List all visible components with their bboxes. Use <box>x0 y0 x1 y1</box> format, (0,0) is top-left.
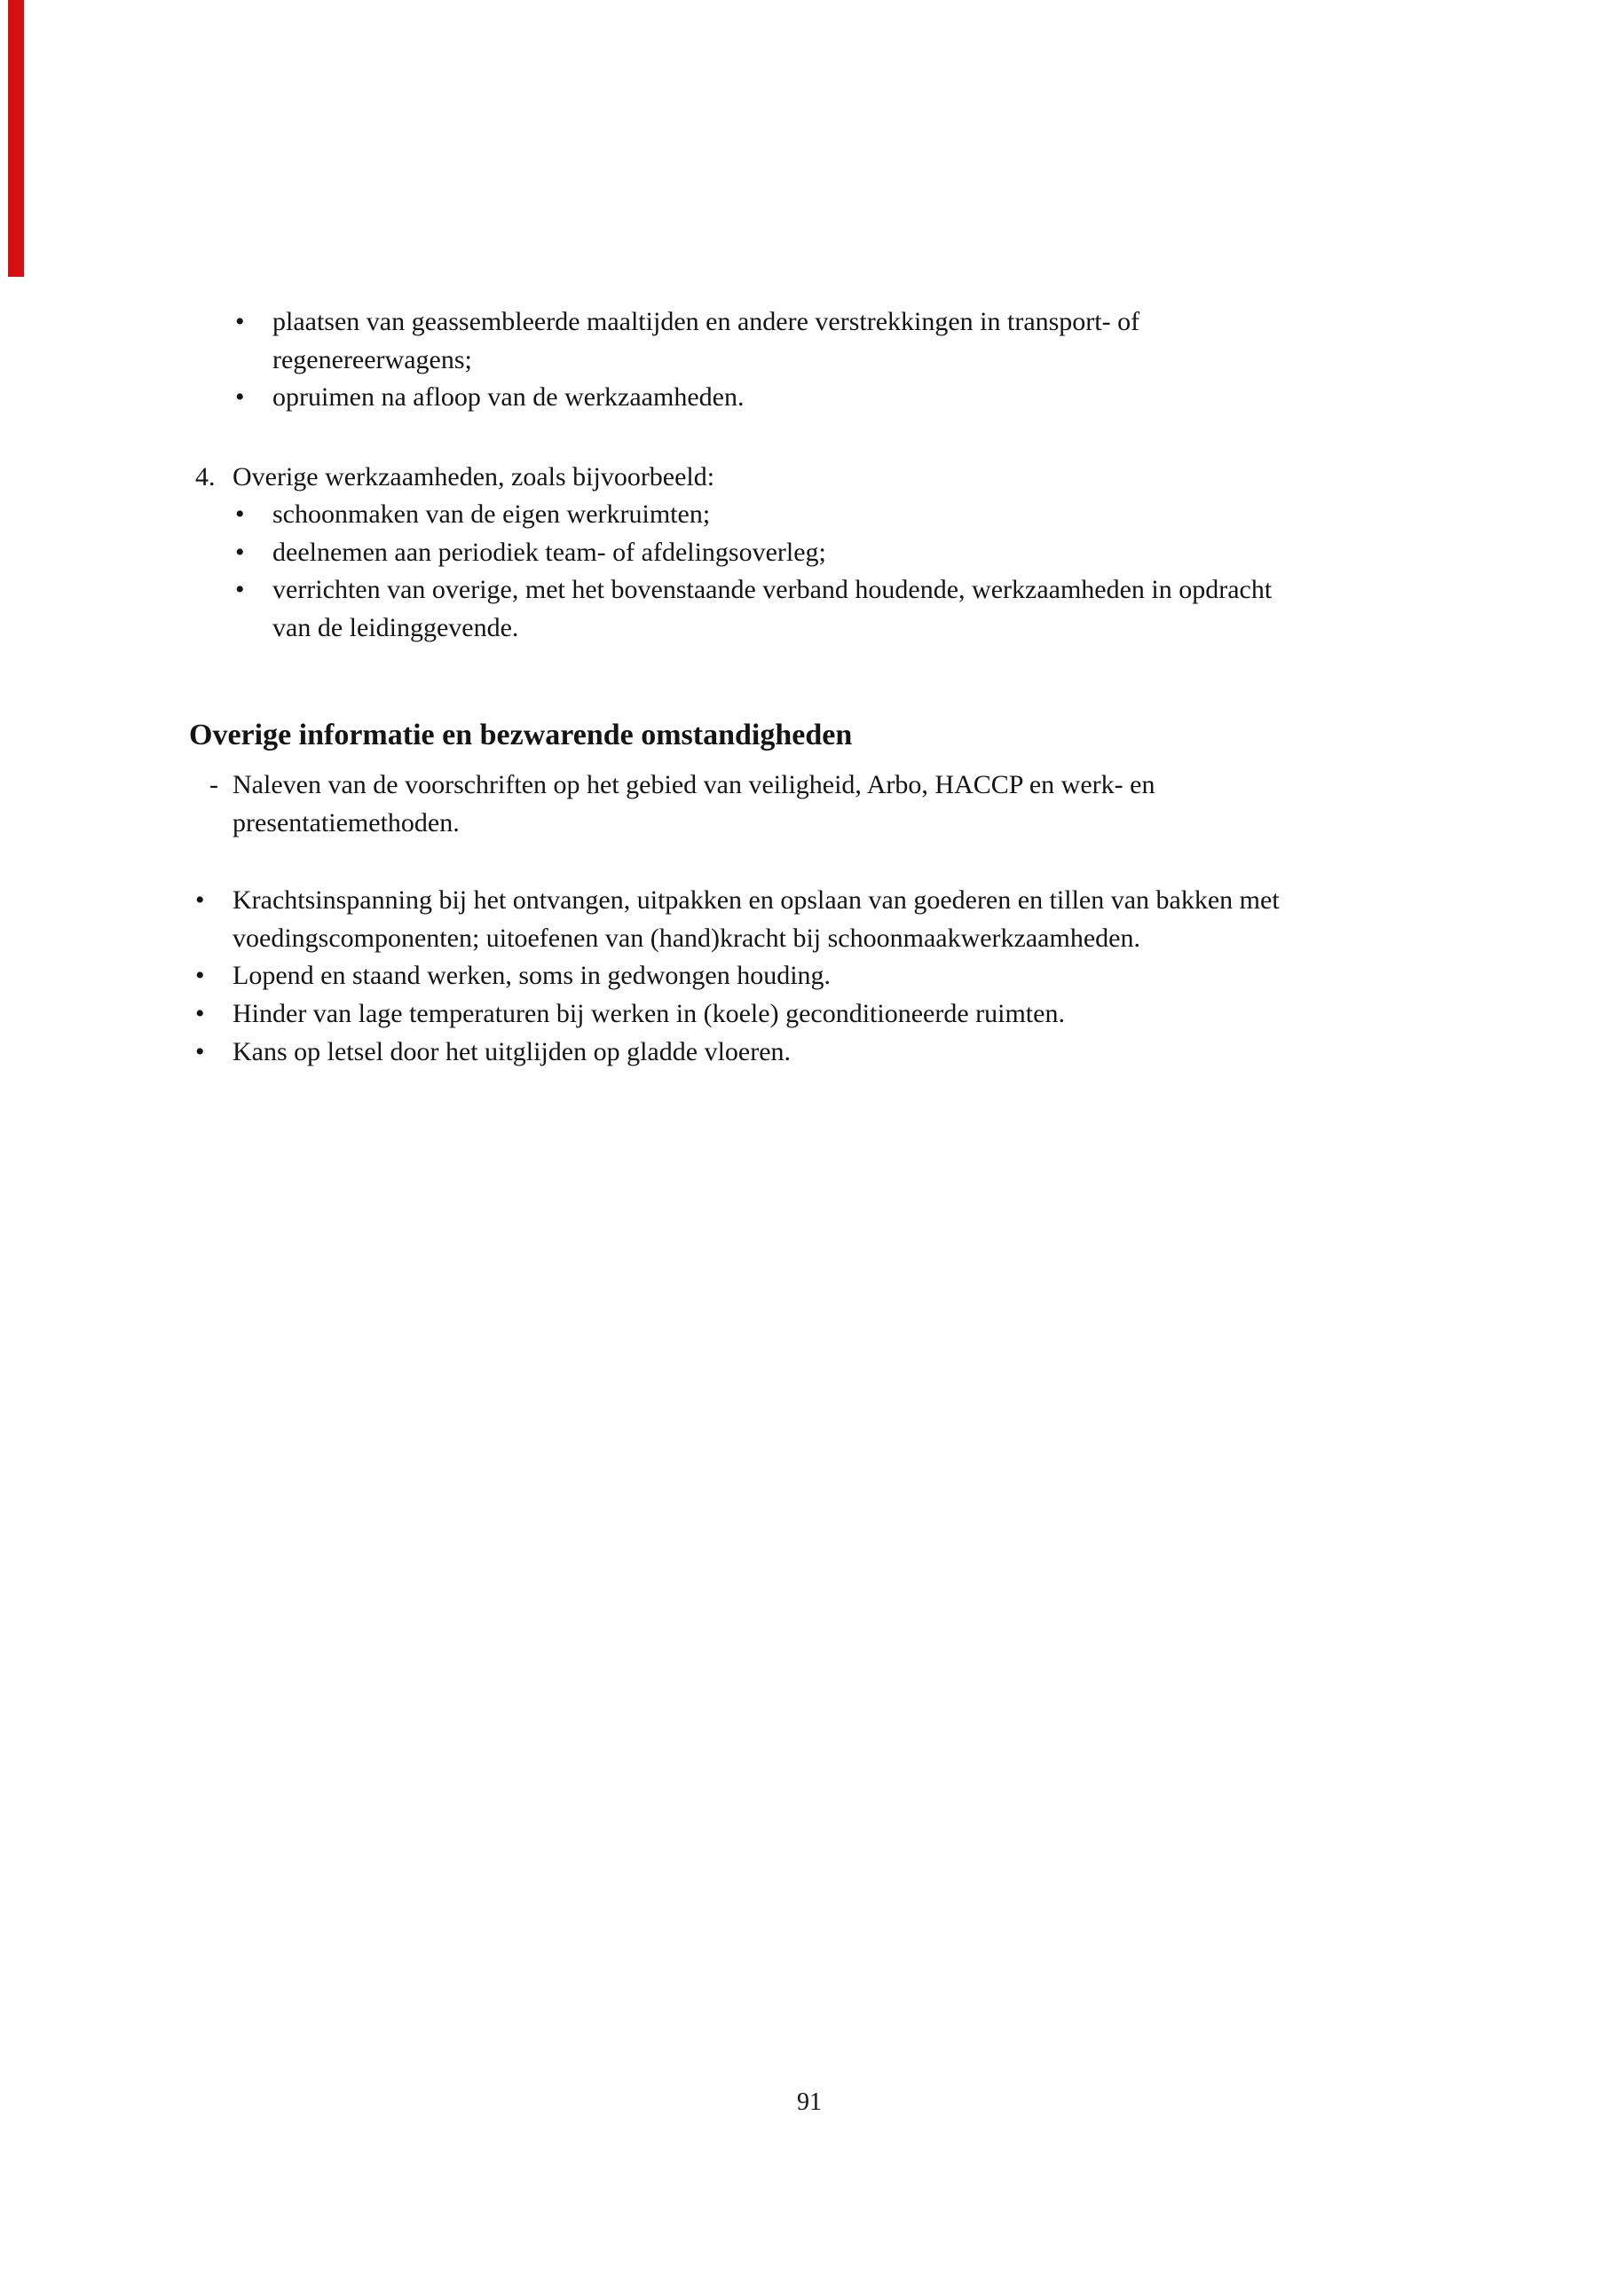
text-line: Naleven van de voorschriften op het gebied van veiligheid, Arbo, HACCP en werk- en <box>233 770 1155 799</box>
list-item <box>235 533 826 571</box>
text-line: regenereerwagens; <box>272 345 472 374</box>
bullet-icon: • <box>235 499 245 529</box>
red-edge-scan-mark <box>8 0 24 277</box>
bullet-icon: • <box>235 382 245 412</box>
text-line: deelnemen aan periodiek team- of afdelingsoverleg; <box>272 538 826 567</box>
text-line: presentatiemethoden. <box>233 808 460 837</box>
text-line: schoonmaken van de eigen werkruimten; <box>272 499 711 529</box>
bullet-icon: • <box>195 961 205 990</box>
bullet-icon: • <box>195 999 205 1028</box>
text-line: verrichten van overige, met het bovenstaande verband houdende, werkzaamheden in opdracht <box>272 575 1273 604</box>
list-item <box>235 303 1140 379</box>
numbered-item <box>195 458 715 496</box>
text-line: Overige werkzaamheden, zoals bijvoorbeeld: <box>233 462 715 491</box>
list-item <box>195 995 1065 1033</box>
text-line: opruimen na afloop van de werkzaamheden. <box>272 382 745 412</box>
bullet-icon: • <box>195 885 205 915</box>
section-heading: Overige informatie en bezwarende omstandigheden <box>189 719 853 751</box>
list-item <box>209 766 1155 842</box>
text-line: voedingscomponenten; uitoefenen van (hand)kracht bij schoonmaakwerkzaamheden. <box>233 924 1140 953</box>
bullet-icon: • <box>235 307 245 336</box>
dash-icon: - <box>209 770 218 799</box>
bullet-icon: • <box>195 1037 205 1066</box>
text-line: Kans op letsel door het uitglijden op gladde vloeren. <box>233 1037 792 1066</box>
list-item <box>235 378 745 416</box>
list-item <box>195 1033 792 1071</box>
text-line: Krachtsinspanning bij het ontvangen, uitpakken en opslaan van goederen en tillen van bakken met <box>233 885 1280 915</box>
list-item <box>235 495 711 533</box>
bullet-icon: • <box>235 575 245 604</box>
bullet-icon: • <box>235 538 245 567</box>
text-line: plaatsen van geassembleerde maaltijden en andere verstrekkingen in transport- of <box>272 307 1140 336</box>
list-item <box>235 570 1273 647</box>
list-item <box>195 881 1280 957</box>
text-line: Hinder van lage temperaturen bij werken in (koele) geconditioneerde ruimten. <box>233 999 1065 1028</box>
text-line: van de leidinggevende. <box>272 613 519 642</box>
item-number: 4. <box>195 462 216 491</box>
list-item <box>195 956 832 995</box>
text-line: Lopend en staand werken, soms in gedwongen houding. <box>233 961 832 990</box>
page-number: 91 <box>797 2088 822 2116</box>
